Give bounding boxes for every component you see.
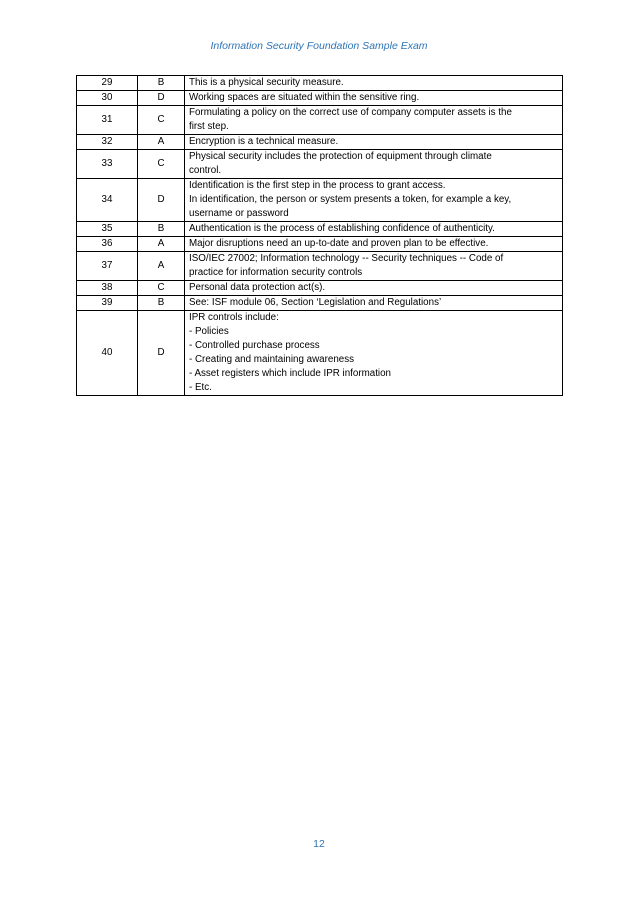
table-row	[77, 252, 563, 281]
answer-explanation: IPR controls include: - Policies - Controlled purchase process - Creating and maintaining awareness - Asset registers which include IPR information - Etc.	[185, 311, 563, 396]
question-number: 40	[77, 311, 138, 396]
answer-letter: C	[138, 281, 185, 296]
answer-letter: C	[138, 150, 185, 179]
answer-explanation: Physical security includes the protection of equipment through climate control.	[185, 150, 563, 179]
table-row	[77, 179, 563, 222]
question-number: 34	[77, 179, 138, 222]
answer-explanation: Personal data protection act(s).	[185, 281, 563, 296]
answer-explanation: Authentication is the process of establishing confidence of authenticity.	[185, 222, 563, 237]
question-number: 33	[77, 150, 138, 179]
answer-explanation: Formulating a policy on the correct use of company computer assets is the first step.	[185, 106, 563, 135]
question-number: 29	[77, 76, 138, 91]
answer-explanation: ISO/IEC 27002; Information technology -- Security techniques -- Code of practice for information security controls	[185, 252, 563, 281]
answer-explanation: Major disruptions need an up-to-date and proven plan to be effective.	[185, 237, 563, 252]
table-row	[77, 296, 563, 311]
answer-explanation: This is a physical security measure.	[185, 76, 563, 91]
question-number: 30	[77, 91, 138, 106]
question-number: 38	[77, 281, 138, 296]
answer-letter: D	[138, 311, 185, 396]
answer-letter: A	[138, 252, 185, 281]
answer-letter: D	[138, 179, 185, 222]
answer-letter: B	[138, 222, 185, 237]
page-header-title: Information Security Foundation Sample Exam	[210, 40, 428, 52]
question-number: 35	[77, 222, 138, 237]
table-row	[77, 311, 563, 396]
page-number: 12	[313, 838, 325, 850]
answer-explanation: Identification is the first step in the process to grant access. In identification, the person or system presents a token, for example a key, username or password	[185, 179, 563, 222]
answer-letter: C	[138, 106, 185, 135]
question-number: 31	[77, 106, 138, 135]
answer-explanation: Working spaces are situated within the sensitive ring.	[185, 91, 563, 106]
answer-letter: B	[138, 296, 185, 311]
answer-key-table	[76, 75, 563, 396]
question-number: 36	[77, 237, 138, 252]
table-row	[77, 150, 563, 179]
table-row	[77, 91, 563, 106]
table-row	[77, 76, 563, 91]
question-number: 37	[77, 252, 138, 281]
table-row	[77, 106, 563, 135]
answer-letter: B	[138, 76, 185, 91]
answer-letter: D	[138, 91, 185, 106]
table-row	[77, 222, 563, 237]
answer-explanation: See: ISF module 06, Section ‘Legislation and Regulations’	[185, 296, 563, 311]
question-number: 39	[77, 296, 138, 311]
table-row	[77, 281, 563, 296]
table-row	[77, 135, 563, 150]
answer-letter: A	[138, 135, 185, 150]
answer-letter: A	[138, 237, 185, 252]
answer-explanation: Encryption is a technical measure.	[185, 135, 563, 150]
table-row	[77, 237, 563, 252]
question-number: 32	[77, 135, 138, 150]
